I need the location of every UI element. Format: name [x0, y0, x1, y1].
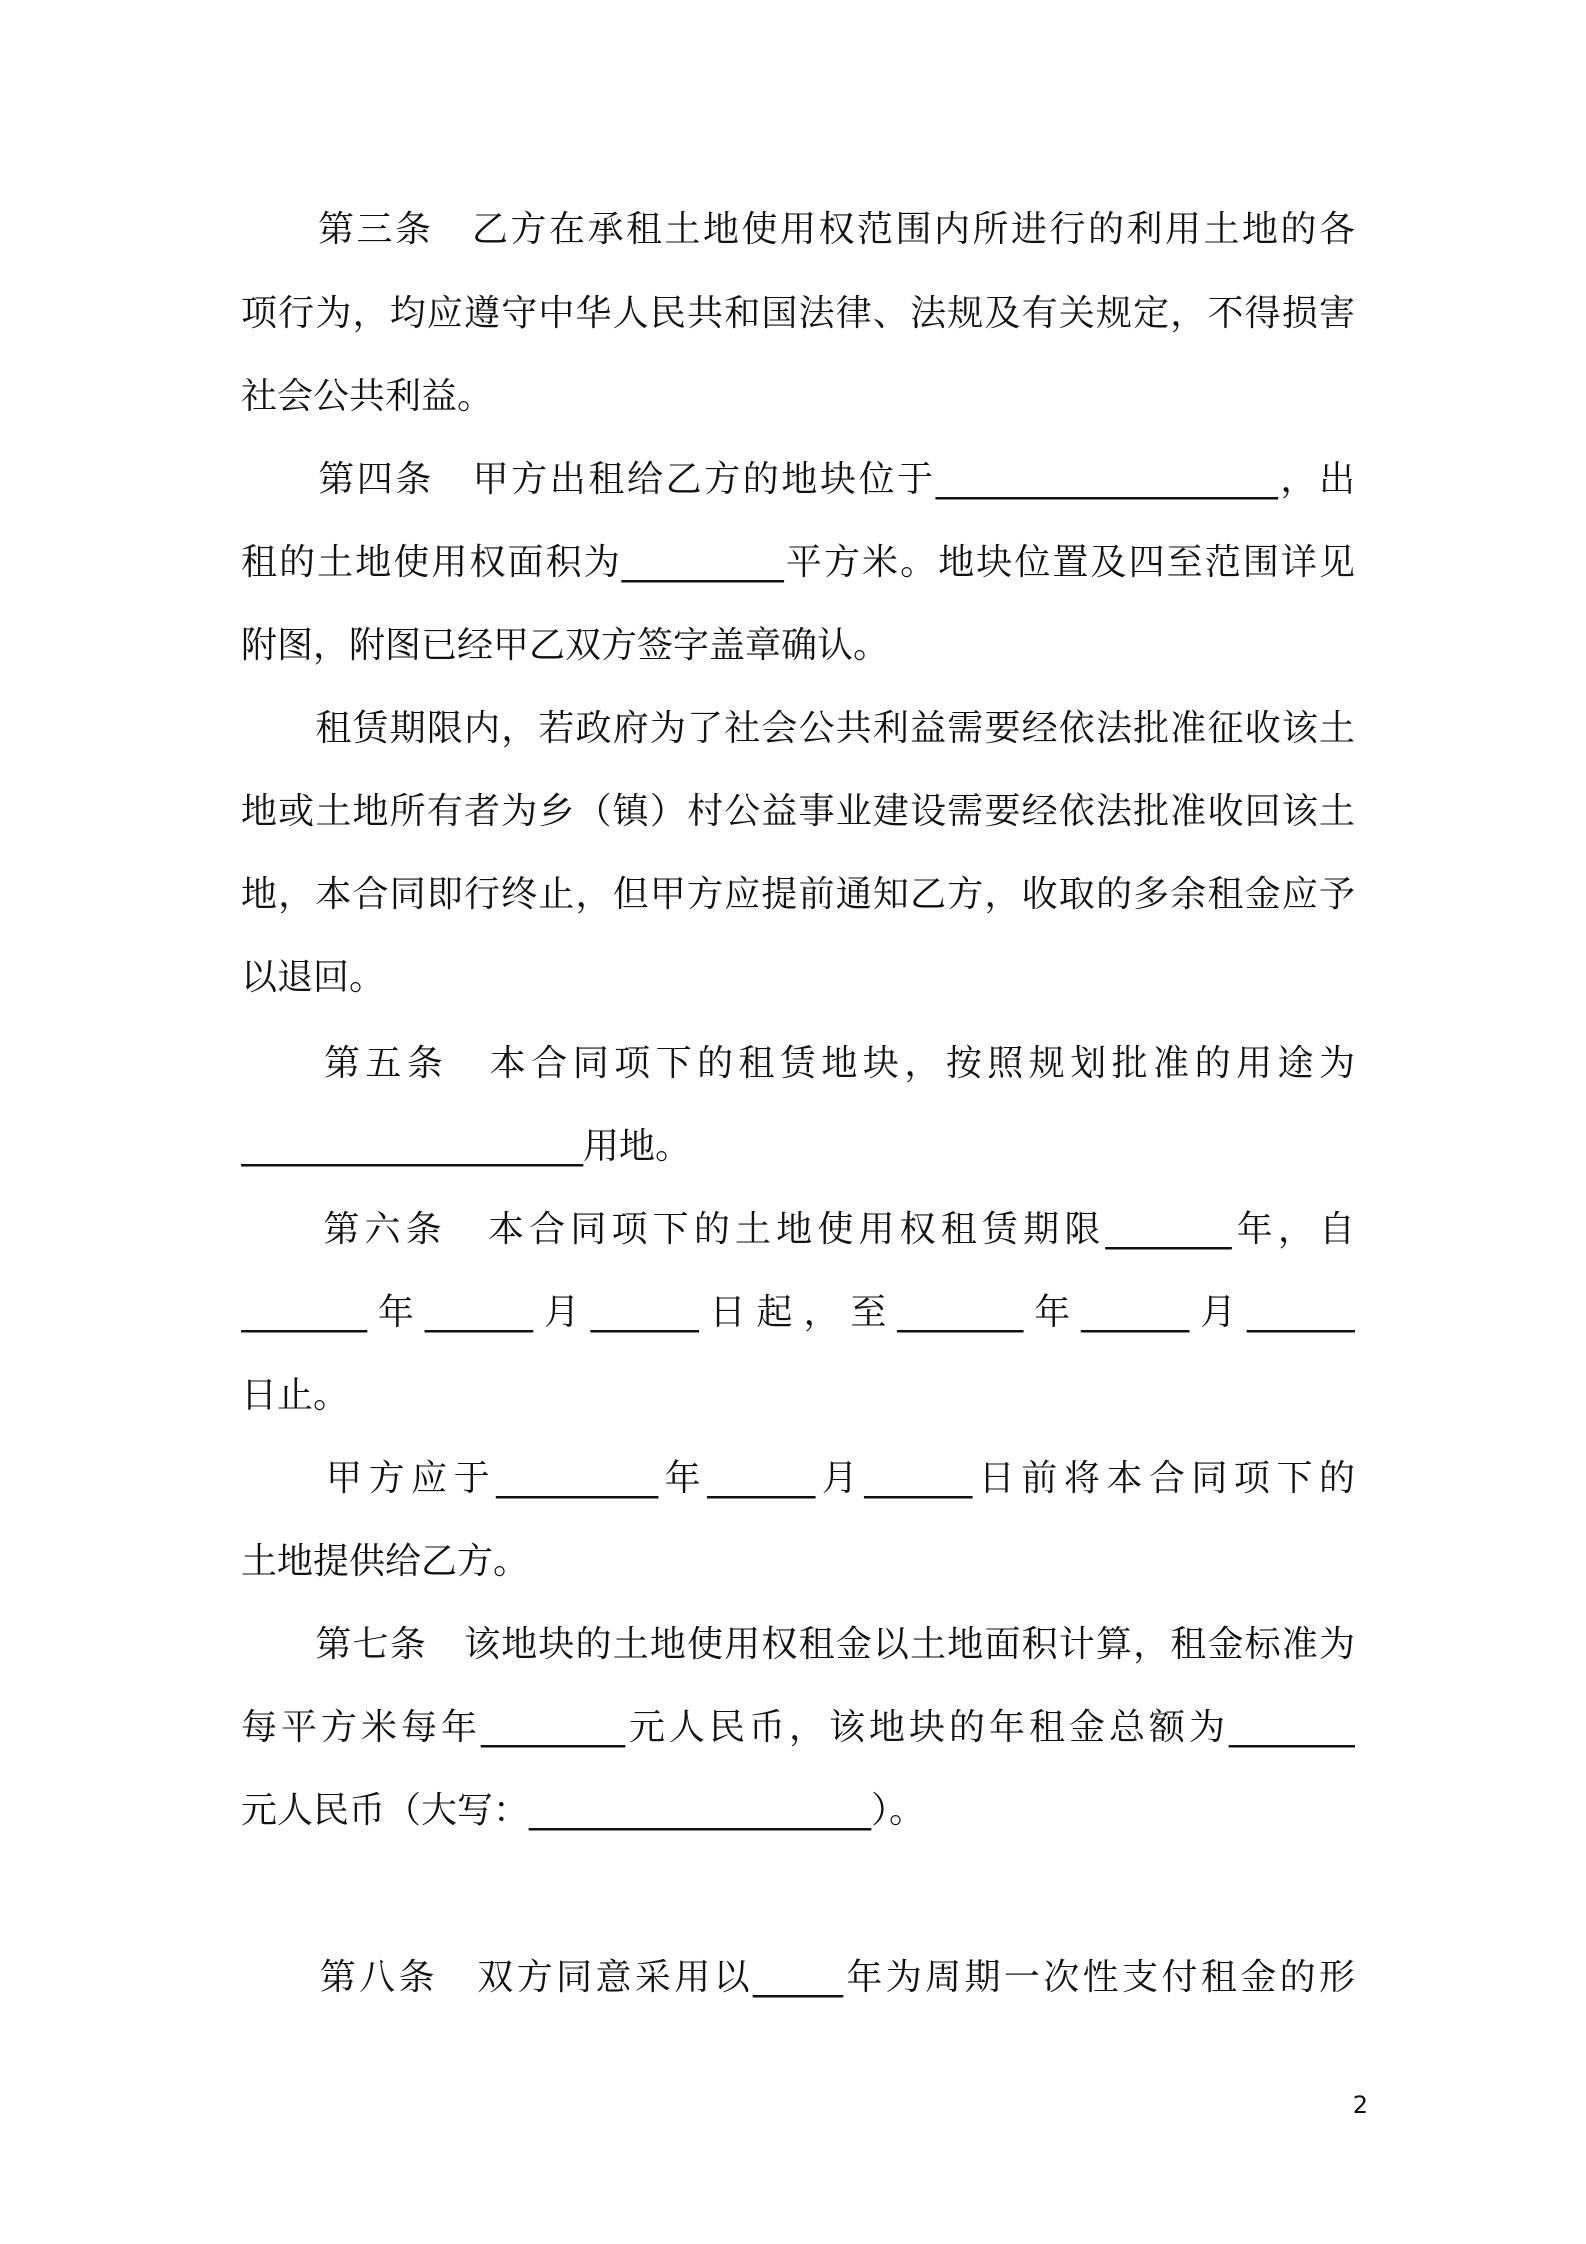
- text-line: 第八条 双方同意采用以_____年为周期一次性支付租金的形: [241, 1957, 1355, 1998]
- text-line: 以退回。: [241, 957, 386, 998]
- text-line: 土地提供给乙方。: [241, 1541, 530, 1582]
- text-line: 第五条 本合同项下的租赁地块，按照规划批准的用途为: [241, 1043, 1355, 1084]
- text-line: 日止。: [241, 1375, 350, 1416]
- text-line: 第六条 本合同项下的土地使用权租赁期限_______年，自: [241, 1209, 1355, 1250]
- text-line: 第七条 该地块的土地使用权租金以土地面积计算，租金标准为: [241, 1624, 1355, 1665]
- text-line: 元人民币（大写：___________________）。: [241, 1790, 926, 1831]
- text-line: 项行为，均应遵守中华人民共和国法律、法规及有关规定，不得损害: [241, 293, 1355, 334]
- text-line: 第三条 乙方在承租土地使用权范围内所进行的利用土地的各: [241, 209, 1355, 250]
- page-number: 2: [1352, 2091, 1368, 2119]
- text-line: _______年______月______日起，至_______年______月______: [241, 1292, 1355, 1333]
- text-line: 地或土地所有者为乡（镇）村公益事业建设需要经依法批准收回该土: [241, 791, 1355, 832]
- text-line: 甲方应于_________年______月______日前将本合同项下的: [241, 1458, 1355, 1499]
- text-line: 每平方米每年________元人民币，该地块的年租金总额为_______: [241, 1707, 1355, 1748]
- text-line: 第四条 甲方出租给乙方的地块位于___________________，出: [241, 459, 1355, 500]
- text-line: ___________________用地。: [241, 1126, 692, 1167]
- text-line: 地，本合同即行终止，但甲方应提前通知乙方，收取的多余租金应予: [241, 874, 1355, 915]
- text-line: 租的土地使用权面积为_________平方米。地块位置及四至范围详见: [241, 542, 1355, 583]
- text-line: 附图，附图已经甲乙双方签字盖章确认。: [241, 625, 890, 666]
- text-line: 社会公共利益。: [241, 376, 494, 417]
- text-line: 租赁期限内，若政府为了社会公共利益需要经依法批准征收该土: [241, 708, 1355, 749]
